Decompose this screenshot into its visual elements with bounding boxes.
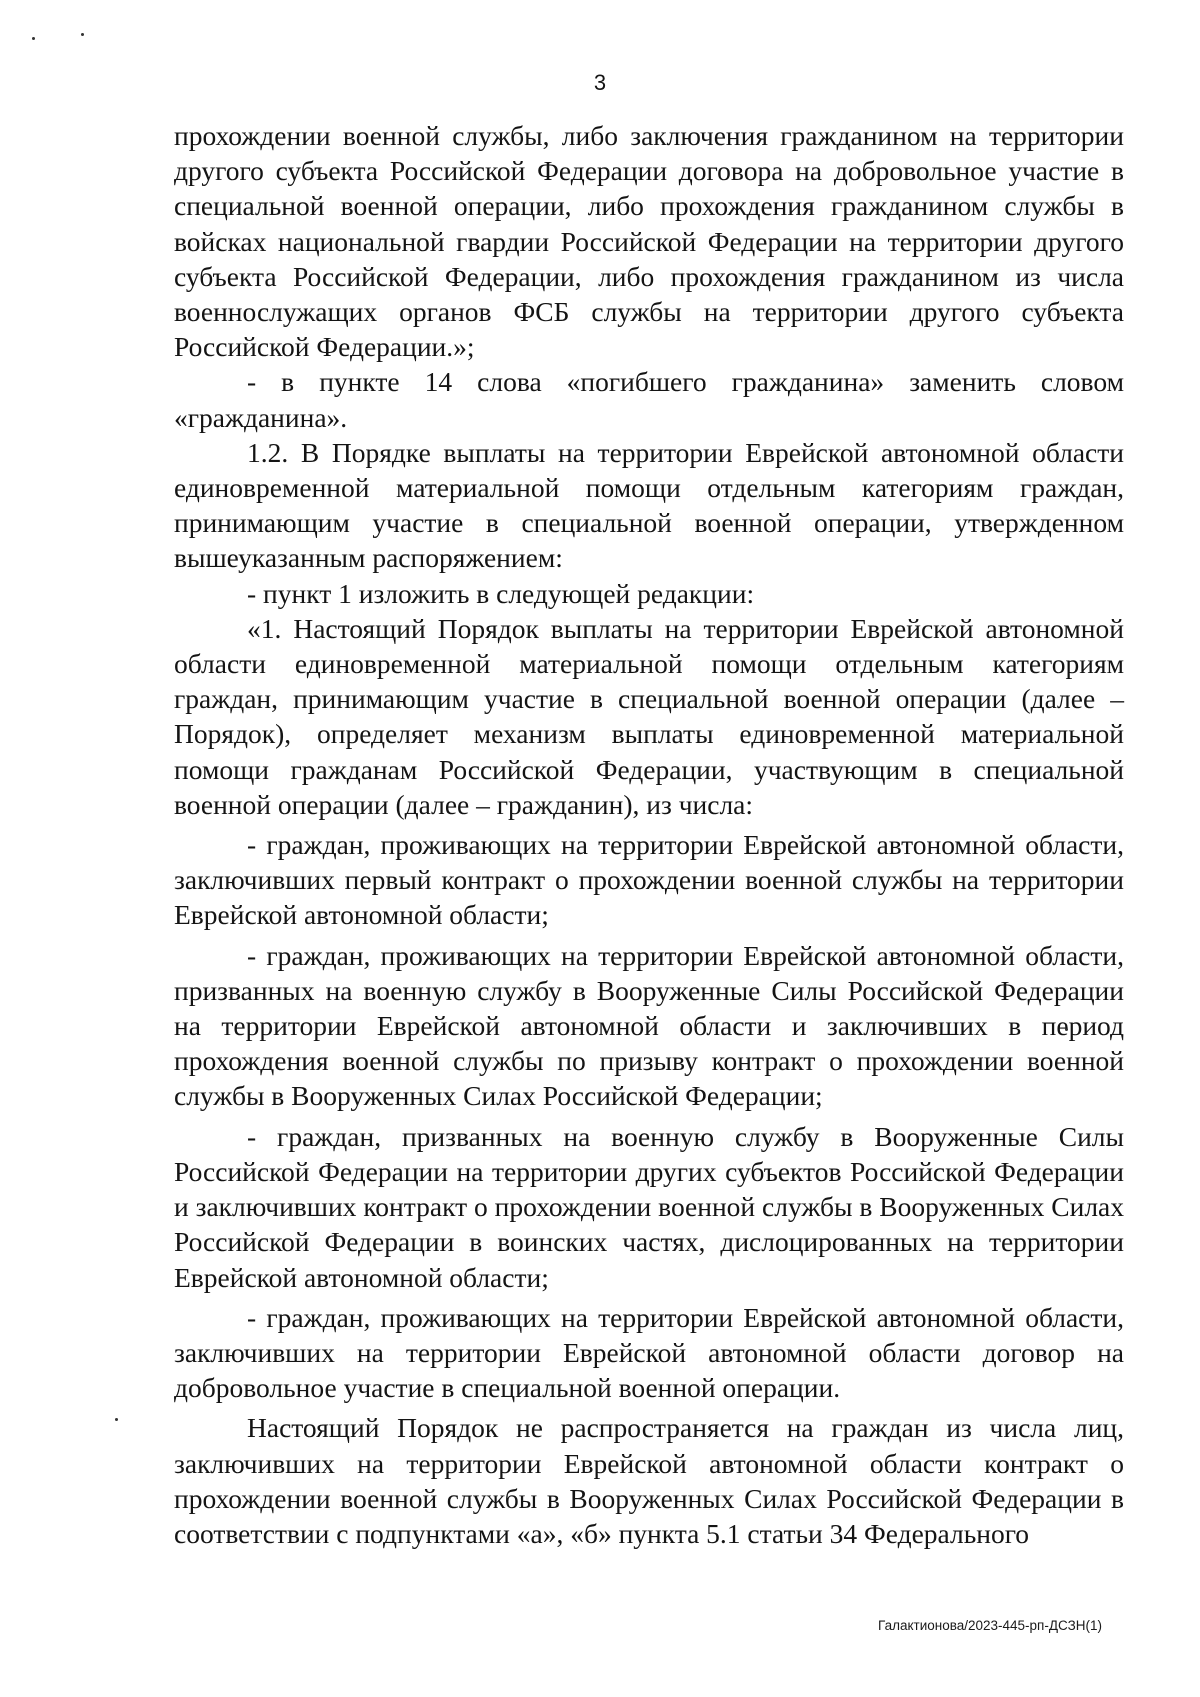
paragraph: Настоящий Порядок не распространяется на граждан из числа лиц, заключивших на территории Еврейской автономной области контракт о прохождении военной службы в Вооруженных Силах Российской Федерации в соответствии с подпунктами «а», «б» пункта 5.1 статьи 34 Федерального xyxy=(174,1412,1124,1549)
paragraph: - граждан, проживающих на территории Еврейской автономной области, призванных на военную службу в Вооруженные Силы Российской Федерации на территории Еврейской автономной области и заключивших в период прохождения военной службы по призыву контракт о прохождении военной службы в Вооруженных Силах Российской Федерации; xyxy=(174,939,1124,1112)
paragraph: - граждан, призванных на военную службу в Вооруженные Силы Российской Федерации на территории других субъектов Российской Федерации и заключивших контракт о прохождении военной службы в Вооруженных Силах Российской Федерации в воинских частях, дислоцированных на территории Еврейской автономной области; xyxy=(174,1120,1124,1293)
paragraph: прохождении военной службы, либо заключения гражданином на территории другого субъекта Российской Федерации договора на добровольное участие в специальной военной операции, либо прохождения гражданином службы в войсках национальной гвардии Российской Федерации на территории другого субъекта Российской Федерации, либо прохождения гражданином из числа военнослужащих органов ФСБ службы на территории другого субъекта Российской Федерации.»; xyxy=(174,120,1124,363)
paragraph: - граждан, проживающих на территории Еврейской автономной области, заключивших на территории Еврейской автономной области договор на добровольное участие в специальной военной операции. xyxy=(174,1301,1124,1404)
paragraph: 1.2. В Порядке выплаты на территории Еврейской автономной области единовременной материальной помощи отдельным категориям граждан, принимающим участие в специальной военной операции, утвержденном вышеуказанным распоряжением: xyxy=(174,436,1124,574)
paragraph: - пункт 1 изложить в следующей редакции: xyxy=(247,577,755,609)
scan-speck xyxy=(32,37,35,40)
scan-speck xyxy=(115,1418,118,1421)
document-footer-code: Галактионова/2023-445-рп-ДСЗН(1) xyxy=(878,1618,1102,1633)
scan-speck xyxy=(81,33,84,36)
document-body xyxy=(174,118,1124,1551)
paragraph: - в пункте 14 слова «погибшего гражданина» заменить словом «гражданина». xyxy=(174,366,1124,433)
paragraph: «1. Настоящий Порядок выплаты на территории Еврейской автономной области единовременной материальной помощи отдельным категориям граждан, принимающим участие в специальной военной операции (далее – Порядок), определяет механизм выплаты единовременной материальной помощи гражданам Российской Федерации, участвующим в специальной военной операции (далее – гражданин), из числа: xyxy=(174,612,1124,820)
paragraph: - граждан, проживающих на территории Еврейской автономной области, заключивших первый контракт о прохождении военной службы на территории Еврейской автономной области; xyxy=(174,829,1124,931)
page-number: 3 xyxy=(593,70,607,95)
